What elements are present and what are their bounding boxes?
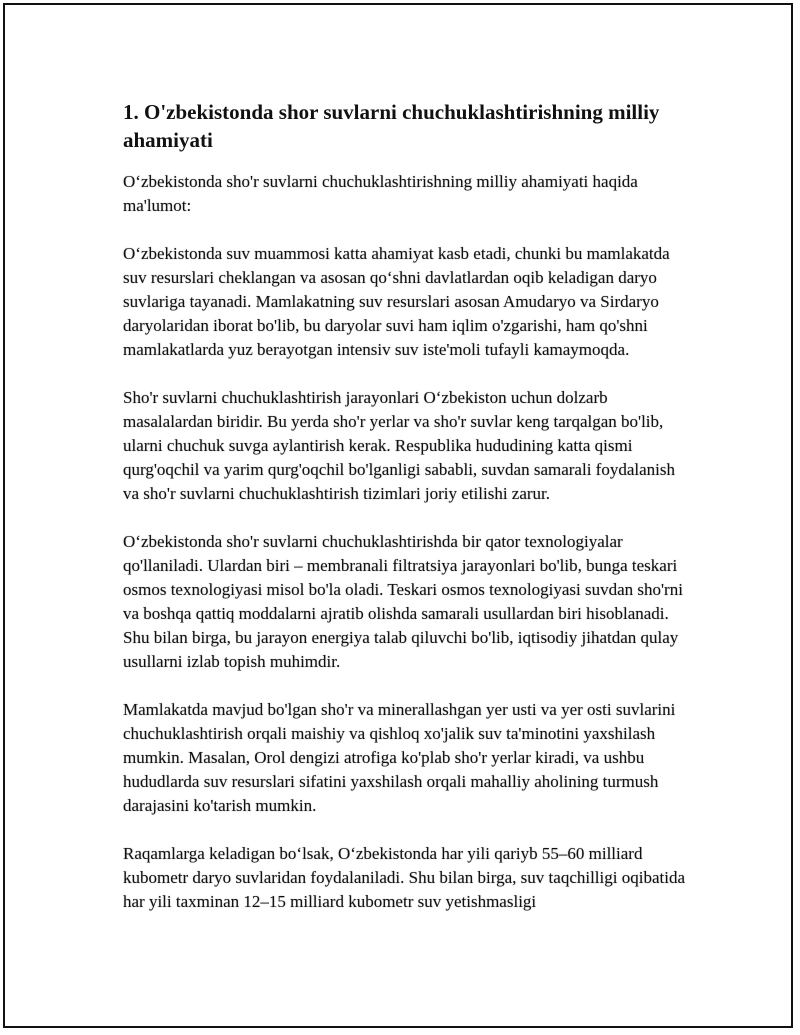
paragraph-water-supply: Mamlakatda mavjud bo'lgan sho'r va minerallashgan yer usti va yer osti suvlarini chuchuklashtirish orqali maishiy va qishloq xo'jalik suv ta'minotini yaxshilash mumkin. Masalan, Orol dengizi atrofiga ko'plab sho'r yerlar kiradi, va ushbu hududlarda suv resurslari sifatini yaxshilash orqali mahalliy aholining turmush darajasini ko'tarish mumkin. (123, 700, 676, 815)
intro-paragraph: O‘zbekistonda sho'r suvlarni chuchuklashtirishning milliy ahamiyati haqida ma'lumot: (123, 172, 638, 215)
paragraph-water-problem: O‘zbekistonda suv muammosi katta ahamiyat kasb etadi, chunki bu mamlakatda suv resurslari cheklangan va asosan qo‘shni davlatlardan oqib keladigan daryo suvlariga tayanadi. Mamlakatning suv resurslari asosan Amudaryo va Sirdaryo daryolaridan iborat bo'lib, bu daryolar suvi ham iqlim o'zgarishi, ham qo'shni mamlakatlarda yuz berayotgan intensiv suv iste'moli tufayli kamaymoqda. (123, 244, 670, 359)
paragraph-statistics: Raqamlarga keladigan bo‘lsak, O‘zbekistonda har yili qariyb 55–60 milliard kubometr daryo suvlaridan foydalaniladi. Shu bilan birga, suv taqchilligi oqibatida har yili taxminan 12–15 milliard kubometr suv yetishmasligi (123, 844, 685, 911)
paragraph-technologies: O‘zbekistonda sho'r suvlarni chuchuklashtirishda bir qator texnologiyalar qo'llaniladi. Ulardan biri – membranali filtratsiya jarayonlari bo'lib, bunga teskari osmos texnologiyasi misol bo'la oladi. Teskari osmos texnologiyasi suvdan sho'rni va boshqa qattiq moddalarni ajratib olishda samarali usullardan biri hisoblanadi. Shu bilan birga, bu jarayon energiya talab qiluvchi bo'lib, iqtisodiy jihatdan qulay usullarni izlab topish muhimdir. (123, 532, 683, 671)
document-title: 1. O'zbekistonda shor suvlarni chuchuklashtirishning milliy ahamiyati (123, 100, 660, 152)
paragraph-desalination-relevance: Sho'r suvlarni chuchuklashtirish jarayonlari O‘zbekiston uchun dolzarb masalalardan biridir. Bu yerda sho'r yerlar va sho'r suvlar keng tarqalgan bo'lib, ularni chuchuk suvga aylantirish kerak. Respublika hududining katta qismi qurg'oqchil va yarim qurg'oqchil bo'lganligi sababli, suvdan samarali foydalanish va sho'r suvlarni chuchuklashtirish tizimlari joriy etilishi zarur. (123, 388, 675, 503)
document-body (123, 98, 693, 938)
document-page (3, 3, 793, 1028)
